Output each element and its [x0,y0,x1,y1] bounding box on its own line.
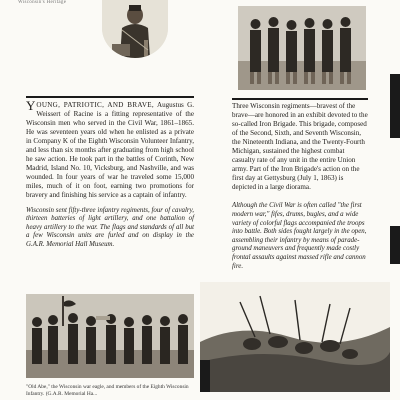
lead-caps: OUNG, PATRIOTIC, AND BRAVE, [36,101,155,109]
header-strip: Wisconsin's Heritage [18,0,67,5]
old-abe-caption: "Old Abe," the Wisconsin war eagle, and members of the Eighth Wisconsin Infantry. (G.A.R. Memorial Ha... [26,384,189,397]
page-edge-tab-top [390,74,400,138]
right-rule [232,98,368,100]
right-article [232,102,368,271]
left-italic-paragraph: Wisconsin sent fifty-three infantry regiments, four of cavalry, thirteen batteries of light artillery, and one battalion of heavy artillery to the war. The flags and standards of all but a few Wisconsin units are furled and on display in the G.A.R. Memorial Hall Museum. [26,206,194,248]
left-body-paragraph [26,98,194,201]
dropcap: Y [26,98,36,113]
old-abe-photo [26,294,194,378]
left-article [26,98,194,249]
portrait-photo [102,0,168,58]
left-paragraph-text: Augustus G. Weissert of Racine is a fitting representative of the Wisconsin men who served in the Civil War, 1861–1865. He was seventeen years old when he enlisted as a private in Company K of the Eighth Wisconsin Volunteer Infantry, and less than six months after graduating from high school he saw action. He took part in the battles of Corinth, New Madrid, Island No. 10, Vicksburg, and Nashville, and was wounded. In four years of war he traveled some 15,000 miles, much of it on foot, earning two promotions for bravery and finishing his service as a captain of infantry. [26,101,194,200]
right-italic-paragraph: Although the Civil War is often called "the first modern war," fifes, drums, bugles, and a wide variety of colorful flags accompanied the troops into battle. Both sides fought largely in the open, assembling their infantry by means of parade-ground maneuvers and frequently made costly frontal assaults against massed rifle and cannon fire. [232,202,367,270]
battle-diorama-photo [200,282,390,392]
page-edge-tab-bottom [390,226,400,264]
soldiers-group-photo [238,6,366,90]
right-body-paragraph: Three Wisconsin regiments—bravest of the brave—are honored in an exhibit devoted to the so-called Iron Brigade. This brigade, composed of the Second, Sixth, and Seventh Wisconsin, the Nineteenth Indiana, and the Twenty-Fourth Michigan, sustained the highest combat casualty rate of any unit in the entire Union army. Part of the Iron Brigade's action on the first day at Gettysburg (July 1, 1863) is depicted in a large diorama. [232,102,368,192]
left-rule [26,96,194,98]
